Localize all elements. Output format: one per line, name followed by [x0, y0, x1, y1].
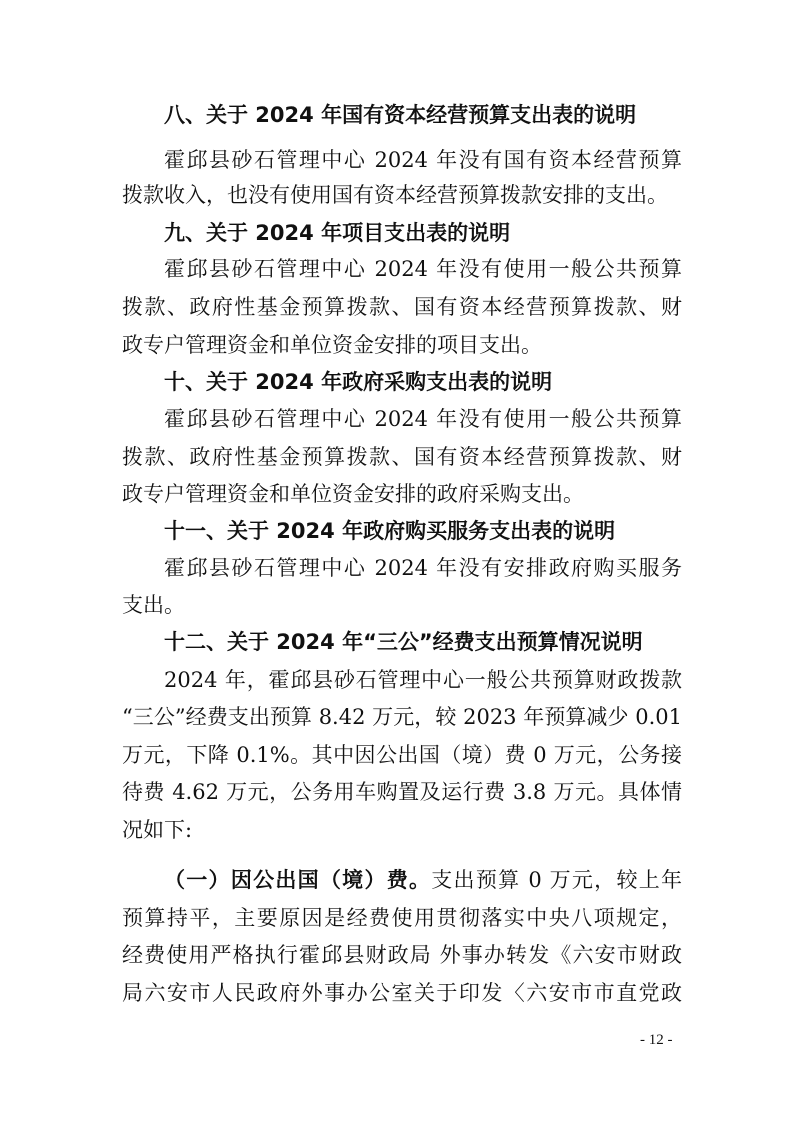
paragraph-line: 拨款、政府性基金预算拨款、国有资本经营预算拨款、财: [122, 445, 682, 469]
paragraph-line: “三公”经费支出预算 8.42 万元，较 2023 年预算减少 0.01: [122, 705, 682, 729]
paragraph-line: 经费使用严格执行霍邱县财政局 外事办转发《六安市财政: [122, 943, 682, 967]
subsection-lead-line: [164, 865, 682, 895]
section-heading: 十、关于 2024 年政府采购支出表的说明: [164, 370, 553, 394]
paragraph-line: 待费 4.62 万元，公务用车购置及运行费 3.8 万元。具体情: [122, 780, 682, 804]
paragraph-line: 霍邱县砂石管理中心 2024 年没有使用一般公共预算: [164, 407, 682, 431]
section-heading: 十一、关于 2024 年政府购买服务支出表的说明: [164, 519, 616, 543]
paragraph-line: 况如下:: [122, 818, 193, 842]
paragraph-line: 霍邱县砂石管理中心 2024 年没有国有资本经营预算: [164, 148, 682, 172]
subsection-heading: （一）因公出国（境）费。: [164, 868, 432, 892]
paragraph-line: 拨款收入，也没有使用国有资本经营预算拨款安排的支出。: [122, 183, 668, 207]
paragraph-line: 预算持平，主要原因是经费使用贯彻落实中央八项规定，: [122, 906, 682, 930]
section-heading: 八、关于 2024 年国有资本经营预算支出表的说明: [164, 103, 637, 127]
section-heading: 十二、关于 2024 年“三公”经费支出预算情况说明: [164, 630, 643, 654]
paragraph-line: 局六安市人民政府外事办公室关于印发〈六安市市直党政: [122, 981, 682, 1005]
paragraph-line: 万元，下降 0.1%。其中因公出国（境）费 0 万元，公务接: [122, 743, 682, 767]
paragraph-line: 霍邱县砂石管理中心 2024 年没有安排政府购买服务: [164, 556, 682, 580]
paragraph-line: 2024 年，霍邱县砂石管理中心一般公共预算财政拨款: [164, 668, 682, 692]
paragraph-line: 支出。: [122, 593, 185, 617]
page-number: - 12 -: [640, 1032, 673, 1048]
paragraph-line: 政专户管理资金和单位资金安排的政府采购支出。: [122, 482, 584, 506]
paragraph-line: 政专户管理资金和单位资金安排的项目支出。: [122, 333, 542, 357]
subsection-lead-text: 支出预算 0 万元，较上年: [431, 868, 682, 892]
section-heading: 九、关于 2024 年项目支出表的说明: [164, 221, 511, 245]
paragraph-line: 霍邱县砂石管理中心 2024 年没有使用一般公共预算: [164, 257, 682, 281]
paragraph-line: 拨款、政府性基金预算拨款、国有资本经营预算拨款、财: [122, 295, 682, 319]
